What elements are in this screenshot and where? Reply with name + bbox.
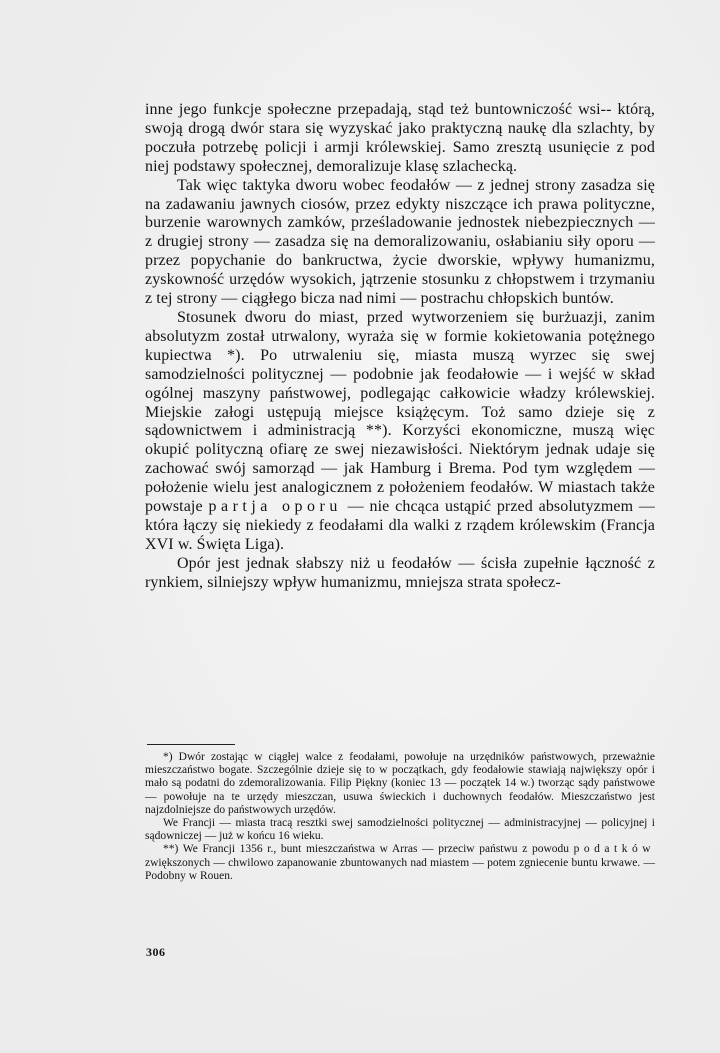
spaced-term-podatkow: podatków bbox=[573, 843, 655, 856]
paragraph-4: Opór jest jednak słabszy niż u feodałów — ścisła zupełnie łączność z rynkiem, silniejszy wpływ humanizmu, mniejsza strata społecz- bbox=[145, 554, 655, 591]
footnotes bbox=[145, 751, 655, 883]
paragraph-2: Tak więc taktyka dworu wobec feodałów — z jednej strony zasadza się na zadawaniu jawnych ciosów, przez edykty niszczące ich prawa polityczne, burzenie warownych zamków, prześladowanie jednostek niebezpiecznych — z drugiej strony — zasadza się na demoralizowaniu, osłabianiu siły oporu — przez popychanie do bankructwa, życie dworskie, wpływy humanizmu, zyskowność urzędów wysokich, jątrzenie stosunku z chłopstwem i trzymaniu z tej strony — ciągłego bicza nad nimi — postrachu chłopskich buntów. bbox=[145, 176, 655, 308]
footnote-2-start: **) We Francji 1356 r., bunt mieszczaństwa w Arras — przeciw państwu z powodu bbox=[163, 843, 569, 856]
paragraph-3 bbox=[145, 309, 655, 555]
footnote-1-continuation: We Francji — miasta tracą resztki swej samodzielności politycznej — administracyjnej — policyjnej i sądowniczej — już w końcu 16 wieku. bbox=[145, 817, 655, 843]
paragraph-3-start: Stosunek dworu do miast, przed wytworzeniem się burżuazji, zanim absolutyzm został utrwalony, wyraża się w formie kokietowania potężnego kupiectwa *). Po utrwaleniu się, miasta muszą wyrzec się swej samodzielności politycznej — podobnie jak feodałowie — i wejść w skład ogólnej maszyny państwowej, podlegając całkowicie władzy królewskiej. Miejskie załogi ustępują miejsce książęcym. Toż samo dzieje się z sądownictwem i administracją **). Korzyści ekonomiczne, muszą więc okupić polityczną ofiarę ze swej niezawisłości. Niektórym jednak udaje się zachować swój samorząd — jak Hamburg i Brema. Pod tym względem — położenie wielu jest analogicznem z położeniem feodałów. W miastach także powstaje bbox=[145, 308, 655, 516]
paragraph-3-end: — nie chcąca ustąpić przed absolutyzmem — która łączy się niekiedy z feodałami dla walki z rządem królewskim (Francja XVI w. Święta Liga). bbox=[145, 498, 656, 553]
footnote-2 bbox=[145, 843, 655, 883]
main-text bbox=[145, 101, 655, 593]
spaced-term-partja-oporu: partja oporu bbox=[208, 498, 342, 516]
page-number: 306 bbox=[146, 945, 166, 959]
footnote-divider bbox=[147, 744, 235, 745]
paragraph-1: inne jego funkcje społeczne przepadają, stąd też buntowniczość wsi-- którą, swoją drogą dwór stara się wyzyskać jako praktyczną naukę dla szlachty, by poczuła potrzebę policji i armji królewskiej. Samo zresztą usunięcie z pod niej podstawy społecznej, demoralizuje klasę szlachecką. bbox=[145, 101, 655, 175]
footnote-1: *) Dwór zostając w ciągłej walce z feodałami, powołuje na urzędników państwowych, przeważnie mieszczaństwo bogate. Szczególnie dzieje się to w początkach, gdy feodałowie stawiają największy opór i mało są podatni do zdemoralizowania. Filip Piękny (koniec 13 — początek 14 w.) tworząc sądy państwowe — powołuje na te urzędy mieszczan, usuwa świeckich i duchownych feodałów. Mieszczaństwo jest najzdolniejsze do państwowych urzędów. bbox=[145, 751, 655, 816]
footnote-2-end: zwiększonych — chwilowo zapanowanie zbuntowanych nad miastem — potem zgniecenie buntu krwawe. — Podobny w Rouen. bbox=[145, 856, 655, 882]
